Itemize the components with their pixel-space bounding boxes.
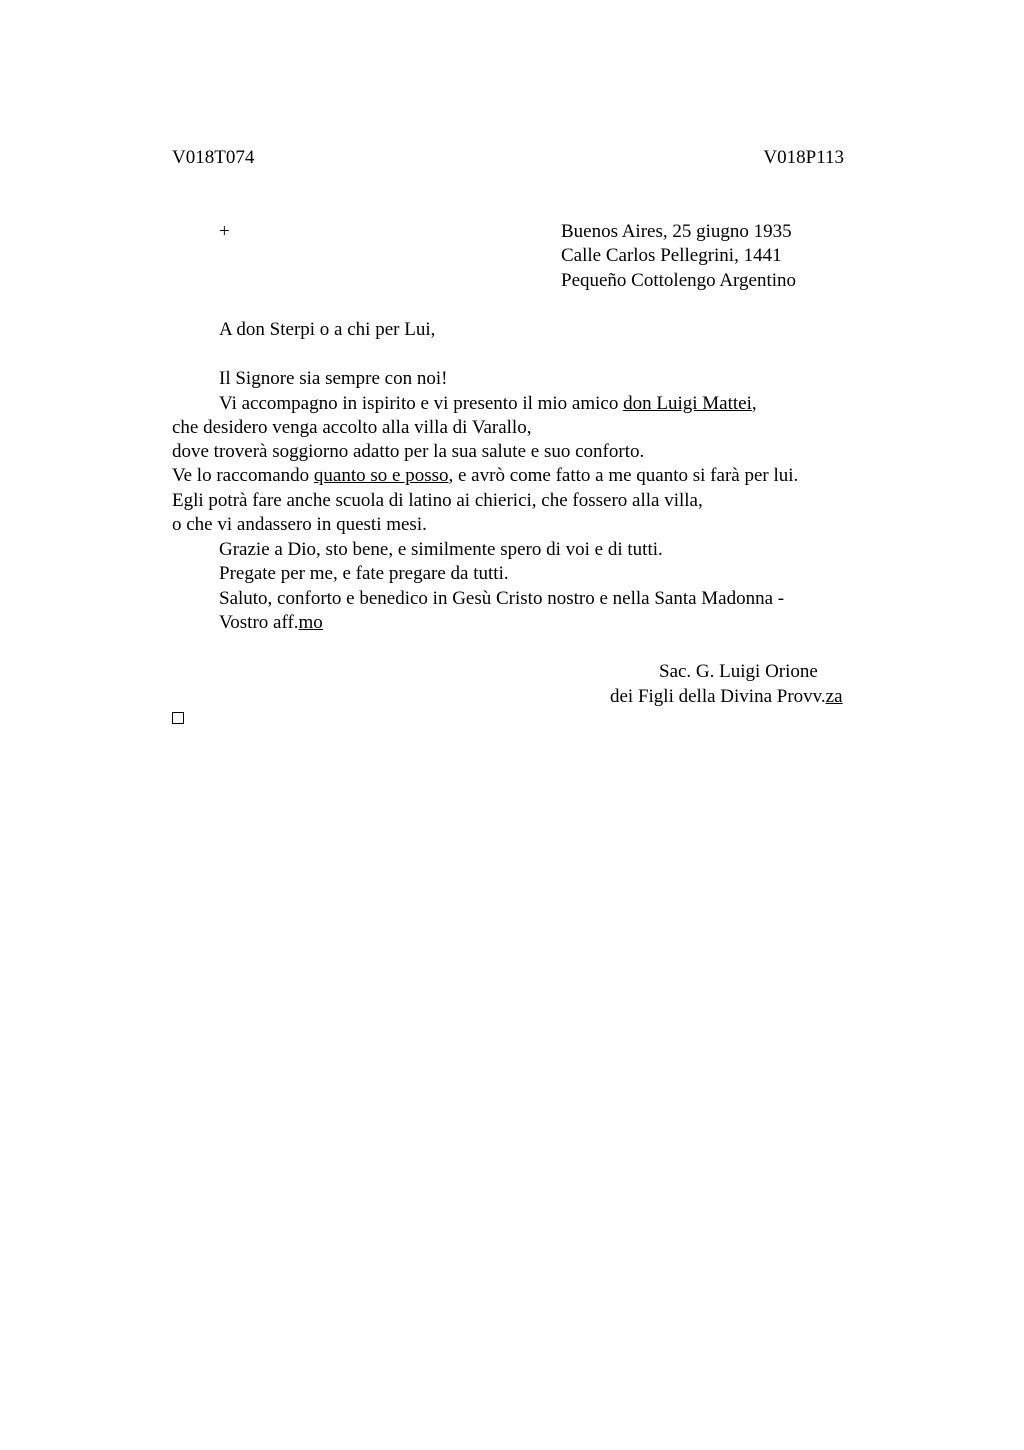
body-line-10: Saluto, conforto e benedico in Gesù Cristo nostro e nella Santa Madonna - — [219, 588, 785, 609]
place-date-line: Buenos Aires, 25 giugno 1935 — [561, 221, 792, 242]
signature-name: Sac. G. Luigi Orione — [659, 661, 818, 682]
body-line-5 — [172, 464, 798, 488]
body-line-5-end: , e avrò come fatto a me quanto si farà per lui. — [448, 465, 799, 486]
signature-org-text: dei Figli della Divina Provv. — [610, 686, 826, 707]
signature-org-abbrev: za — [825, 686, 843, 707]
closing-line — [219, 611, 323, 635]
address-line: Calle Carlos Pellegrini, 1441 — [561, 245, 782, 266]
end-square-mark — [172, 712, 184, 724]
closing-text: Vostro aff. — [219, 612, 299, 633]
body-line-2 — [219, 392, 757, 416]
body-line-8: Grazie a Dio, sto bene, e similmente spero di voi e di tutti. — [219, 539, 663, 560]
underlined-phrase: quanto so e posso — [313, 465, 449, 486]
body-line-2-text: Vi accompagno in ispirito e vi presento il mio amico — [219, 393, 624, 414]
code-right: V018P113 — [763, 147, 844, 168]
body-line-6: Egli potrà fare anche scuola di latino ai chierici, che fossero alla villa, — [172, 490, 703, 511]
body-line-4: dove troverà soggiorno adatto per la sua salute e suo conforto. — [172, 441, 645, 462]
body-line-2-end: , — [751, 393, 757, 414]
body-line-9: Pregate per me, e fate pregare da tutti. — [219, 563, 509, 584]
signature-org — [610, 685, 843, 709]
code-left: V018T074 — [172, 147, 255, 168]
body-line-1: Il Signore sia sempre con noi! — [219, 368, 448, 389]
body-line-5-text: Ve lo raccomando — [172, 465, 314, 486]
closing-abbrev: mo — [298, 612, 323, 633]
institution-line: Pequeño Cottolengo Argentino — [561, 270, 797, 291]
body-line-3: che desidero venga accolto alla villa di Varallo, — [172, 417, 532, 438]
salutation: A don Sterpi o a chi per Lui, — [219, 319, 436, 340]
body-line-7: o che vi andassero in questi mesi. — [172, 514, 427, 535]
underlined-name: don Luigi Mattei — [623, 393, 752, 414]
cross-mark: + — [219, 221, 230, 242]
